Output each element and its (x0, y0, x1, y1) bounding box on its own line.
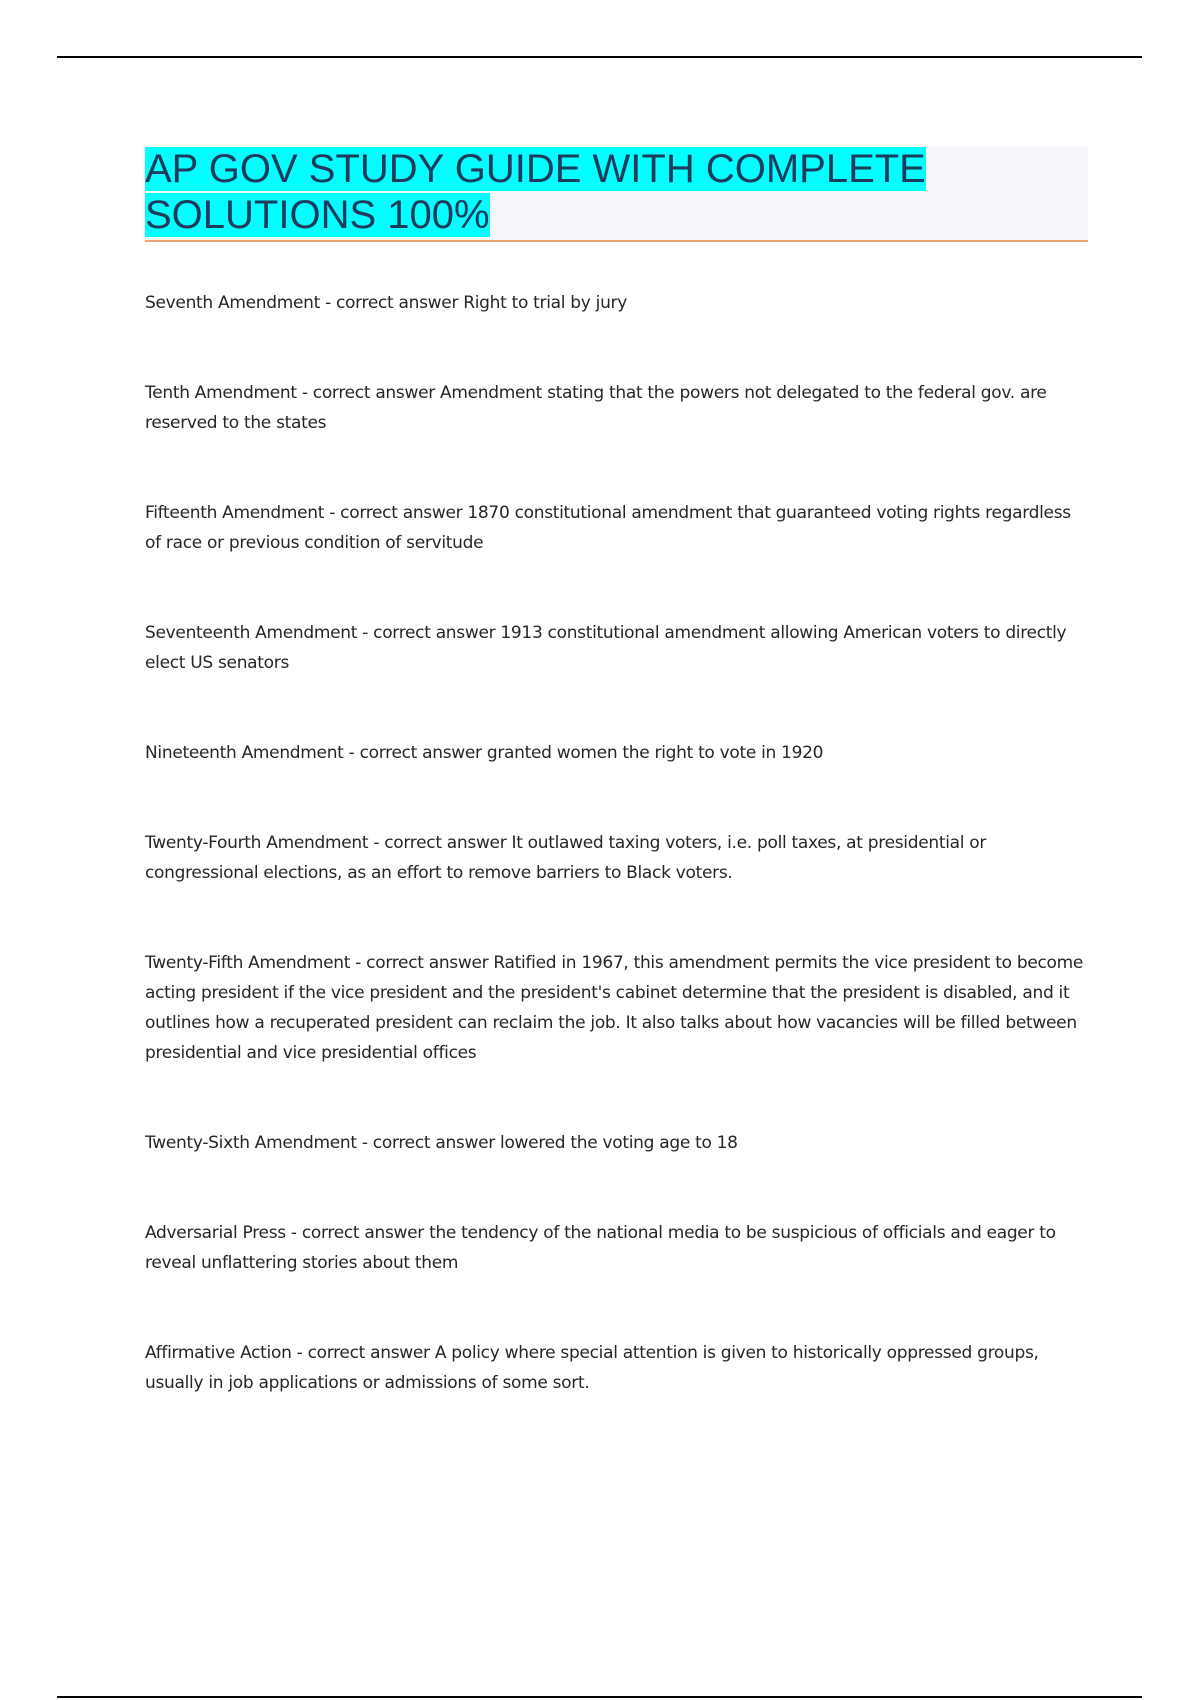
document-title (145, 146, 945, 238)
qa-entry: Twenty-Fourth Amendment - correct answer It outlawed taxing voters, i.e. poll taxes, at presidential or congressional elections, as an effort to remove barriers to Black voters. (145, 833, 987, 883)
qa-entry: Seventh Amendment - correct answer Right to trial by jury (145, 293, 628, 313)
title-highlight: AP GOV STUDY GUIDE WITH COMPLETE SOLUTIONS 100% (145, 147, 926, 237)
qa-entry: Fifteenth Amendment - correct answer 1870 constitutional amendment that guaranteed voting rights regardless of race or previous condition of servitude (145, 503, 1071, 553)
title-block (145, 146, 1088, 242)
qa-entry: Seventeenth Amendment - correct answer 1913 constitutional amendment allowing American voters to directly elect US senators (145, 623, 1067, 673)
qa-entry: Affirmative Action - correct answer A policy where special attention is given to historically oppressed groups, usually in job applications or admissions of some sort. (145, 1343, 1039, 1393)
study-guide-content (145, 288, 1085, 1458)
qa-entry: Tenth Amendment - correct answer Amendment stating that the powers not delegated to the federal gov. are reserved to the states (145, 383, 1047, 433)
qa-entry: Twenty-Fifth Amendment - correct answer Ratified in 1967, this amendment permits the vice president to become acting president if the vice president and the president's cabinet determine that the president is disabled, and it outlines how a recuperated president can reclaim the job. It also talks about how vacancies will be filled between presidential and vice presidential offices (145, 953, 1084, 1063)
page-bottom-rule (57, 1696, 1142, 1698)
qa-entry: Adversarial Press - correct answer the tendency of the national media to be suspicious of officials and eager to reveal unflattering stories about them (145, 1223, 1056, 1273)
qa-entry: Twenty-Sixth Amendment - correct answer lowered the voting age to 18 (145, 1133, 738, 1153)
page-top-rule (57, 56, 1142, 58)
qa-entry: Nineteenth Amendment - correct answer granted women the right to vote in 1920 (145, 743, 824, 763)
